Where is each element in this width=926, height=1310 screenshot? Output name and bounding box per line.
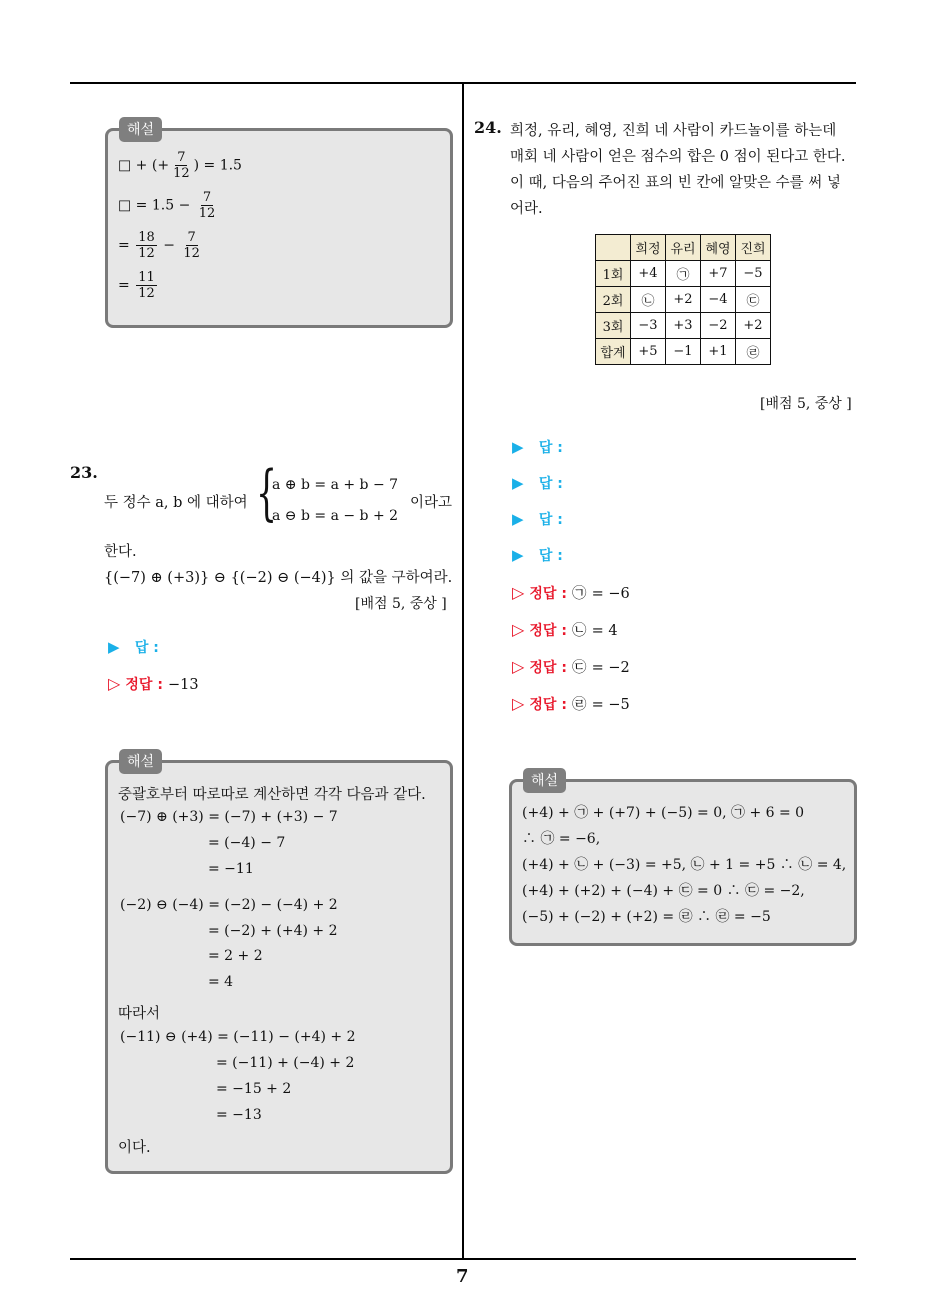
correct-label: 정답 : [529, 697, 567, 713]
q24-points: [배점 5, 중상 ] [760, 396, 852, 412]
answer-arrow-icon: ▶ [512, 510, 524, 528]
sol23-c2: = (−11) + (−4) + 2 [216, 1055, 355, 1071]
question-number-24: 24. [474, 118, 502, 137]
sol23-b2: = (−2) + (+4) + 2 [208, 923, 338, 939]
q24-answer-row [512, 473, 563, 493]
q23-intro: 두 정수 a, b 에 대하여 [104, 495, 248, 511]
sol24-line1: (+4) + ㉠ + (+7) + (−5) = 0, ㉠ + 6 = 0 [522, 805, 805, 821]
sol23-intro: 중괄호부터 따로따로 계산하면 각각 다음과 같다. [118, 787, 426, 803]
table-cell: +2 [736, 313, 771, 339]
sol24-line4: (+4) + (+2) + (−4) + ㉢ = 0 ∴ ㉢ = −2, [522, 883, 805, 899]
table-row [596, 287, 771, 313]
table-row [596, 339, 771, 365]
correct-arrow-icon: ▷ [512, 694, 525, 713]
q23-after-cases: 이라고 [410, 495, 453, 511]
table-cell: −4 [701, 287, 736, 313]
sol23-a1: (−7) ⊕ (+3) = (−7) + (+3) − 7 [120, 809, 338, 825]
q23-case2: a ⊖ b = a − b + 2 [272, 508, 399, 524]
q24-correct-row-4: ▷ 정답 : ㉣ = −5 [512, 694, 630, 713]
table-header-cell: 유리 [666, 235, 701, 261]
sol23-so: 따라서 [118, 1006, 161, 1022]
q23-case1: a ⊕ b = a + b − 7 [272, 477, 399, 493]
score-table [595, 234, 771, 365]
table-header-cell: 진희 [736, 235, 771, 261]
q24-correct-row-1: ▷ 정답 : ㉠ = −6 [512, 583, 630, 602]
correct-arrow-icon: ▷ [108, 674, 121, 693]
solution-tag: 해설 [119, 749, 162, 774]
bottom-rule [70, 1258, 856, 1260]
q24-line3: 이 때, 다음의 주어진 표의 빈 칸에 알맞은 수를 써 넣 [510, 175, 841, 191]
sol23-a3: = −11 [208, 861, 254, 877]
table-header-cell: 희정 [631, 235, 666, 261]
sol23-a2: = (−4) − 7 [208, 835, 286, 851]
sol23-c3: = −15 + 2 [216, 1081, 292, 1097]
q24-line4: 어라. [510, 201, 543, 217]
sol22-line3: = $\frac{18}{12}$ − $\frac{7}{12}$ [118, 230, 200, 261]
correct-arrow-icon: ▷ [512, 583, 525, 602]
q23-points: [배점 5, 중상 ] [355, 596, 447, 612]
q24-line2: 매회 네 사람이 얻은 점수의 합은 0 점이 된다고 한다. [510, 149, 846, 165]
q24-correct-row-2: ▷ 정답 : ㉡ = 4 [512, 620, 618, 639]
q23-brace: { [256, 458, 278, 528]
table-cell: +4 [631, 261, 666, 287]
table-cell: −2 [701, 313, 736, 339]
q23-line2: 한다. [104, 544, 137, 560]
answer-label: 답 : [134, 640, 159, 656]
table-cell: +7 [701, 261, 736, 287]
table-cell: 합계 [596, 339, 631, 365]
correct-label: 정답 : [529, 660, 567, 676]
solution-tag: 해설 [523, 768, 566, 793]
q24-answer-row [512, 509, 563, 529]
sol22-line1: □ + (+ $\frac{7}{12}$ ) = 1.5 [118, 150, 242, 181]
table-cell: +3 [666, 313, 701, 339]
table-row [596, 313, 771, 339]
q24-answer-row [512, 437, 563, 457]
sol23-b4: = 4 [208, 974, 234, 990]
table-header-cell [596, 235, 631, 261]
correct-label: 정답 : [529, 586, 567, 602]
solution-tag: 해설 [119, 117, 162, 142]
correct-label: 정답 : [529, 623, 567, 639]
table-cell: +1 [701, 339, 736, 365]
correct-value: −13 [168, 677, 199, 693]
table-cell: 2회 [596, 287, 631, 313]
answer-arrow-icon: ▶ [512, 546, 524, 564]
sol23-b3: = 2 + 2 [208, 948, 263, 964]
table-cell: −1 [666, 339, 701, 365]
answer-arrow-icon: ▶ [512, 474, 524, 492]
answer-label: 답 : [538, 512, 563, 528]
table-cell: −3 [631, 313, 666, 339]
table-cell: ㉡ [631, 287, 666, 313]
table-cell: 3회 [596, 313, 631, 339]
q24-correct-row-3: ▷ 정답 : ㉢ = −2 [512, 657, 630, 676]
table-header-row [596, 235, 771, 261]
sol23-b1: (−2) ⊖ (−4) = (−2) − (−4) + 2 [120, 897, 338, 913]
correct-label: 정답 : [125, 677, 163, 693]
answer-label: 답 : [538, 476, 563, 492]
table-cell: ㉢ [736, 287, 771, 313]
sol24-line2: ∴ ㉠ = −6, [522, 831, 601, 847]
sol23-end: 이다. [118, 1140, 151, 1156]
q24-answer-row [512, 545, 563, 565]
q24-line1: 희정, 유리, 혜영, 진희 네 사람이 카드놀이를 하는데 [510, 123, 837, 139]
correct-arrow-icon: ▷ [512, 657, 525, 676]
sol22-line4: = $\frac{11}{12}$ [118, 270, 155, 301]
page-number: 7 [456, 1266, 469, 1287]
table-cell: −5 [736, 261, 771, 287]
correct-arrow-icon: ▷ [512, 620, 525, 639]
table-cell: +5 [631, 339, 666, 365]
sol23-c4: = −13 [216, 1107, 262, 1123]
table-cell: ㉠ [666, 261, 701, 287]
table-cell: ㉣ [736, 339, 771, 365]
sol22-line2: □ = 1.5 − $\frac{7}{12}$ [118, 190, 216, 221]
q23-correct-row [108, 674, 199, 694]
answer-label: 답 : [538, 440, 563, 456]
table-header-cell: 혜영 [701, 235, 736, 261]
answer-label: 답 : [538, 548, 563, 564]
sol24-line3: (+4) + ㉡ + (−3) = +5, ㉡ + 1 = +5 ∴ ㉡ = 4, [522, 857, 847, 873]
sol24-line5: (−5) + (−2) + (+2) = ㉣ ∴ ㉣ = −5 [522, 909, 771, 925]
answer-arrow-icon: ▶ [512, 438, 524, 456]
answer-arrow-icon: ▶ [108, 638, 120, 656]
question-number-23: 23. [70, 463, 98, 482]
q23-line3: {(−7) ⊕ (+3)} ⊖ {(−2) ⊖ (−4)} 의 값을 구하여라. [104, 570, 453, 586]
table-cell: 1회 [596, 261, 631, 287]
table-cell: +2 [666, 287, 701, 313]
table-row [596, 261, 771, 287]
sol23-c1: (−11) ⊖ (+4) = (−11) − (+4) + 2 [120, 1029, 356, 1045]
q23-answer-row [108, 637, 159, 657]
column-divider [462, 82, 464, 1259]
